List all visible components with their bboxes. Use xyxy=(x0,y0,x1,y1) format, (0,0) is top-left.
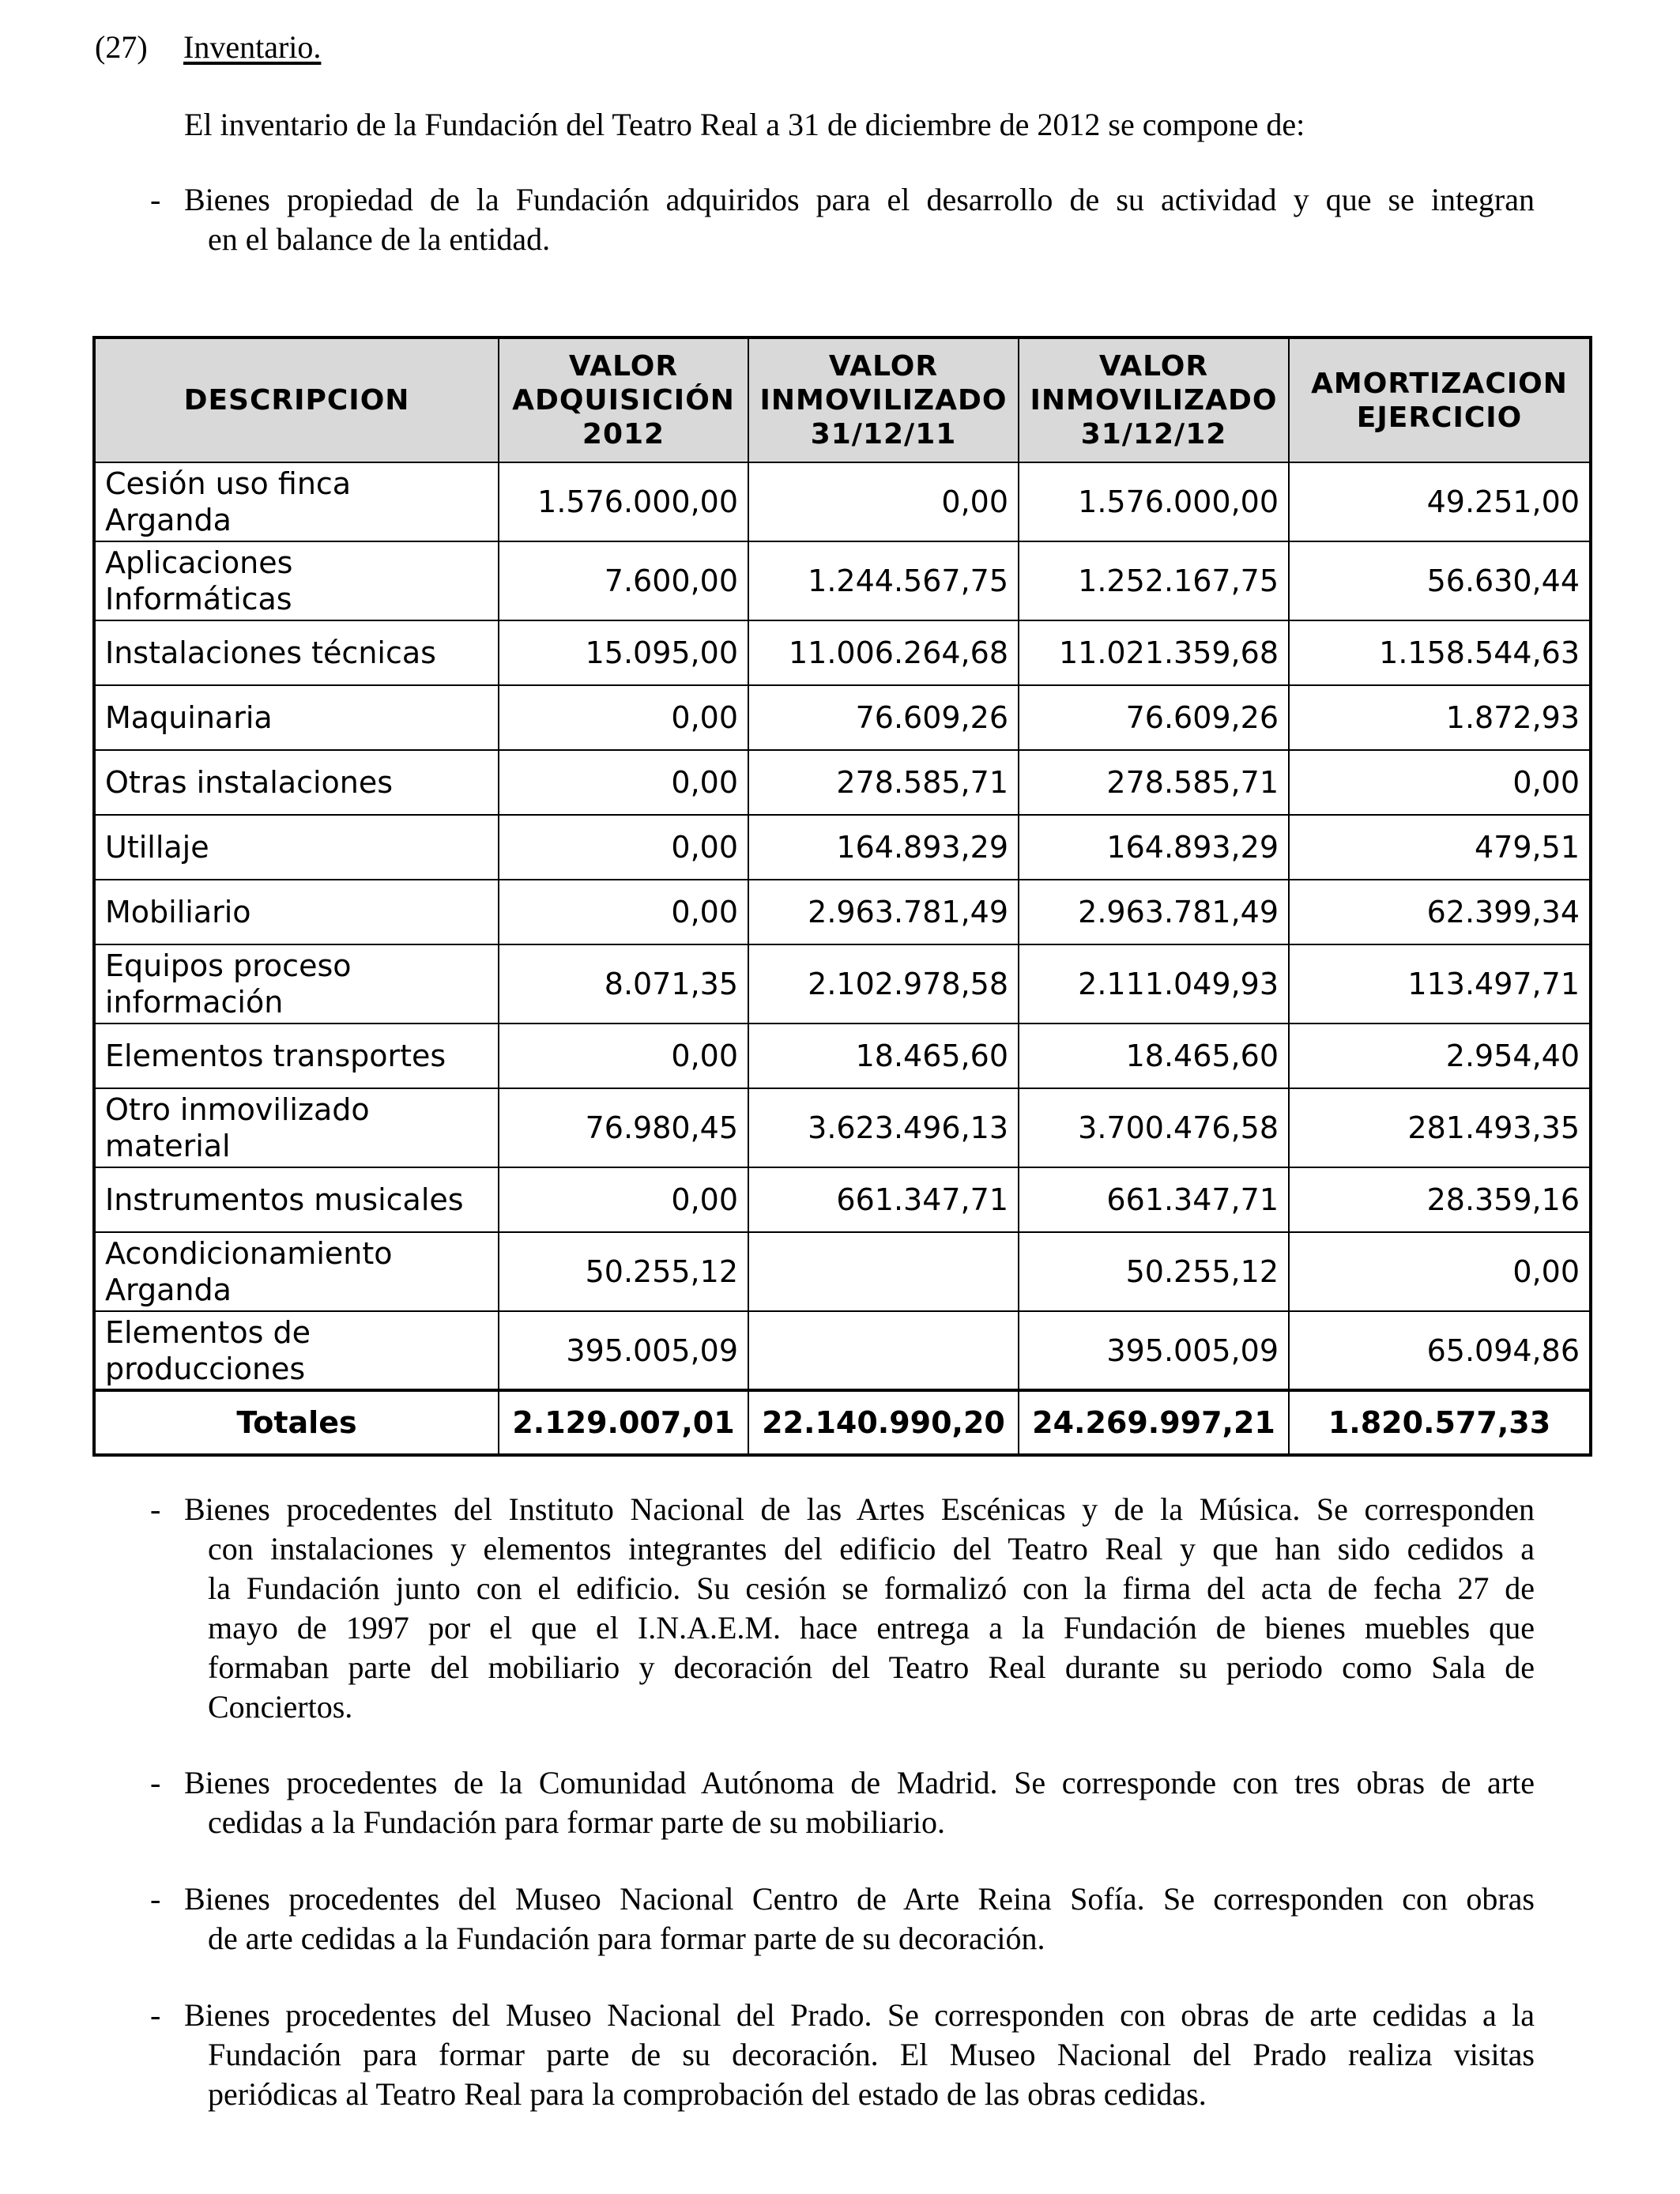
bullet-line: en el balance de la entidad. xyxy=(208,221,551,257)
cell-inmovilizado-2011: 2.102.978,58 xyxy=(748,944,1019,1023)
cell-inmovilizado-2012: 661.347,71 xyxy=(1019,1167,1289,1232)
header-valor-adquisicion: VALOR ADQUISICIÓN 2012 xyxy=(499,337,748,462)
cell-amortizacion: 281.493,35 xyxy=(1289,1088,1591,1167)
totals-inmovilizado-2012: 24.269.997,21 xyxy=(1019,1390,1289,1455)
descripcion-line: Equipos proceso xyxy=(105,948,352,983)
cell-inmovilizado-2012: 2.963.781,49 xyxy=(1019,880,1289,944)
cell-descripcion xyxy=(94,462,499,541)
bullet-prado xyxy=(150,1996,1535,2114)
bullet-line: Conciertos. xyxy=(208,1689,353,1725)
cell-inmovilizado-2012: 11.021.359,68 xyxy=(1019,620,1289,685)
cell-inmovilizado-2011: 164.893,29 xyxy=(748,815,1019,880)
section-number: (27) xyxy=(95,29,148,65)
cell-descripcion xyxy=(94,815,499,880)
cell-inmovilizado-2011: 3.623.496,13 xyxy=(748,1088,1019,1167)
table-row xyxy=(94,880,1591,944)
table-row xyxy=(94,1023,1591,1088)
cell-inmovilizado-2012: 164.893,29 xyxy=(1019,815,1289,880)
cell-descripcion xyxy=(94,1232,499,1311)
table-row xyxy=(94,620,1591,685)
cell-inmovilizado-2012: 395.005,09 xyxy=(1019,1311,1289,1390)
descripcion-line: Aplicaciones xyxy=(105,545,293,580)
cell-inmovilizado-2011 xyxy=(748,1232,1019,1311)
cell-valor-adquisicion: 0,00 xyxy=(499,815,748,880)
bullet-reina-sofia xyxy=(150,1879,1535,1958)
cell-valor-adquisicion: 1.576.000,00 xyxy=(499,462,748,541)
table-header-row xyxy=(94,337,1591,462)
cell-descripcion xyxy=(94,944,499,1023)
cell-descripcion xyxy=(94,1088,499,1167)
cell-descripcion xyxy=(94,880,499,944)
cell-valor-adquisicion: 15.095,00 xyxy=(499,620,748,685)
descripcion-line: Maquinaria xyxy=(105,700,273,735)
inventory-table xyxy=(92,336,1592,1457)
descripcion-line: material xyxy=(105,1129,231,1163)
descripcion-line: Instrumentos musicales xyxy=(105,1182,464,1217)
cell-inmovilizado-2012: 50.255,12 xyxy=(1019,1232,1289,1311)
descripcion-line: información xyxy=(105,985,284,1020)
cell-inmovilizado-2011: 18.465,60 xyxy=(748,1023,1019,1088)
totals-label: Totales xyxy=(94,1390,499,1455)
section-heading xyxy=(95,25,321,70)
bullet-dash: - xyxy=(150,1765,161,1800)
bullet-line: Bienes procedentes del Museo Nacional del Prado. Se corresponden con obras de arte cedidas a la xyxy=(184,1997,1535,2033)
header-valor-inmovilizado-2012: VALOR INMOVILIZADO 31/12/12 xyxy=(1019,337,1289,462)
bullet-line: mayo de 1997 por el que el I.N.A.E.M. hace entrega a la Fundación de bienes muebles que xyxy=(208,1610,1535,1646)
cell-amortizacion: 56.630,44 xyxy=(1289,541,1591,620)
bullet-dash: - xyxy=(150,1881,161,1917)
cell-descripcion xyxy=(94,685,499,750)
cell-descripcion xyxy=(94,1167,499,1232)
cell-amortizacion: 479,51 xyxy=(1289,815,1591,880)
cell-inmovilizado-2011: 11.006.264,68 xyxy=(748,620,1019,685)
cell-inmovilizado-2011: 278.585,71 xyxy=(748,750,1019,815)
cell-inmovilizado-2011 xyxy=(748,1311,1019,1390)
descripcion-line: Elementos transportes xyxy=(105,1039,446,1073)
cell-valor-adquisicion: 7.600,00 xyxy=(499,541,748,620)
cell-inmovilizado-2011: 661.347,71 xyxy=(748,1167,1019,1232)
descripcion-line: Cesión uso finca xyxy=(105,466,352,501)
descripcion-line: Utillaje xyxy=(105,830,209,865)
bullet-line: Bienes procedentes del Instituto Nacional de las Artes Escénicas y de la Música. Se corresponden xyxy=(184,1491,1535,1527)
cell-valor-adquisicion: 76.980,45 xyxy=(499,1088,748,1167)
cell-valor-adquisicion: 395.005,09 xyxy=(499,1311,748,1390)
cell-amortizacion: 1.872,93 xyxy=(1289,685,1591,750)
descripcion-line: Acondicionamiento xyxy=(105,1236,393,1271)
totals-adquisicion: 2.129.007,01 xyxy=(499,1390,748,1455)
descripcion-line: Otro inmovilizado xyxy=(105,1092,370,1127)
cell-descripcion xyxy=(94,541,499,620)
cell-valor-adquisicion: 50.255,12 xyxy=(499,1232,748,1311)
cell-amortizacion: 49.251,00 xyxy=(1289,462,1591,541)
cell-inmovilizado-2012: 1.576.000,00 xyxy=(1019,462,1289,541)
cell-valor-adquisicion: 0,00 xyxy=(499,880,748,944)
table-row xyxy=(94,685,1591,750)
intro-paragraph: El inventario de la Fundación del Teatro Real a 31 de diciembre de 2012 se compone de: xyxy=(184,107,1305,142)
totals-row xyxy=(94,1390,1591,1455)
cell-amortizacion: 62.399,34 xyxy=(1289,880,1591,944)
bullet-line: con instalaciones y elementos integrantes del edificio del Teatro Real y que han sido cedidos a xyxy=(208,1531,1535,1566)
descripcion-line: Informáticas xyxy=(105,582,292,616)
cell-valor-adquisicion: 0,00 xyxy=(499,750,748,815)
cell-amortizacion: 0,00 xyxy=(1289,750,1591,815)
cell-amortizacion: 28.359,16 xyxy=(1289,1167,1591,1232)
bullet-line: cedidas a la Fundación para formar parte de su mobiliario. xyxy=(208,1804,945,1840)
cell-descripcion xyxy=(94,1311,499,1390)
descripcion-line: Otras instalaciones xyxy=(105,765,394,800)
table-row xyxy=(94,541,1591,620)
cell-amortizacion: 0,00 xyxy=(1289,1232,1591,1311)
table-row xyxy=(94,1232,1591,1311)
cell-inmovilizado-2011: 1.244.567,75 xyxy=(748,541,1019,620)
table-row xyxy=(94,1311,1591,1390)
totals-inmovilizado-2011: 22.140.990,20 xyxy=(748,1390,1019,1455)
cell-descripcion xyxy=(94,620,499,685)
cell-valor-adquisicion: 8.071,35 xyxy=(499,944,748,1023)
bullet-line: de arte cedidas a la Fundación para formar parte de su decoración. xyxy=(208,1921,1045,1956)
cell-inmovilizado-2012: 18.465,60 xyxy=(1019,1023,1289,1088)
bullet-line: formaban parte del mobiliario y decoración del Teatro Real durante su periodo como Sala de xyxy=(208,1649,1535,1685)
table-row xyxy=(94,1167,1591,1232)
descripcion-line: Mobiliario xyxy=(105,895,251,929)
bullet-dash: - xyxy=(150,1491,161,1527)
descripcion-line: Elementos de xyxy=(105,1314,311,1350)
cell-inmovilizado-2011: 0,00 xyxy=(748,462,1019,541)
descripcion-line: Instalaciones técnicas xyxy=(105,635,436,670)
table-row xyxy=(94,750,1591,815)
bullet-dash: - xyxy=(150,1997,161,2033)
cell-valor-adquisicion: 0,00 xyxy=(499,685,748,750)
cell-inmovilizado-2012: 76.609,26 xyxy=(1019,685,1289,750)
cell-amortizacion: 65.094,86 xyxy=(1289,1311,1591,1390)
cell-valor-adquisicion: 0,00 xyxy=(499,1023,748,1088)
cell-valor-adquisicion: 0,00 xyxy=(499,1167,748,1232)
descripcion-line: Arganda xyxy=(105,503,232,537)
cell-inmovilizado-2011: 2.963.781,49 xyxy=(748,880,1019,944)
bullet-dash: - xyxy=(150,182,161,217)
bullet-comunidad-madrid xyxy=(150,1763,1535,1842)
bullet-line: Bienes procedentes del Museo Nacional Centro de Arte Reina Sofía. Se corresponden con obras xyxy=(184,1881,1535,1917)
bullet-inaem xyxy=(150,1490,1535,1727)
cell-inmovilizado-2012: 1.252.167,75 xyxy=(1019,541,1289,620)
table-row xyxy=(94,462,1591,541)
bullet-line: Fundación para formar parte de su decoración. El Museo Nacional del Prado realiza visitas xyxy=(208,2037,1535,2072)
bullet-line: periódicas al Teatro Real para la comprobación del estado de las obras cedidas. xyxy=(208,2076,1207,2112)
cell-inmovilizado-2012: 3.700.476,58 xyxy=(1019,1088,1289,1167)
bullet-line: Bienes procedentes de la Comunidad Autónoma de Madrid. Se corresponde con tres obras de arte xyxy=(184,1765,1535,1800)
descripcion-line: producciones xyxy=(105,1351,306,1386)
cell-inmovilizado-2012: 2.111.049,93 xyxy=(1019,944,1289,1023)
table-row xyxy=(94,1088,1591,1167)
section-title: Inventario. xyxy=(183,29,322,65)
header-valor-inmovilizado-2011: VALOR INMOVILIZADO 31/12/11 xyxy=(748,337,1019,462)
descripcion-line: Arganda xyxy=(105,1272,232,1307)
table-row xyxy=(94,944,1591,1023)
cell-amortizacion: 1.158.544,63 xyxy=(1289,620,1591,685)
cell-descripcion xyxy=(94,1023,499,1088)
header-descripcion: DESCRIPCION xyxy=(94,337,499,462)
totals-amortizacion: 1.820.577,33 xyxy=(1289,1390,1591,1455)
header-amortizacion: AMORTIZACION EJERCICIO xyxy=(1289,337,1591,462)
cell-inmovilizado-2012: 278.585,71 xyxy=(1019,750,1289,815)
bullet-own-assets xyxy=(150,180,1535,259)
bullet-line: la Fundación junto con el edificio. Su cesión se formalizó con la firma del acta de fecha 27 de xyxy=(208,1570,1535,1606)
cell-inmovilizado-2011: 76.609,26 xyxy=(748,685,1019,750)
cell-amortizacion: 2.954,40 xyxy=(1289,1023,1591,1088)
cell-amortizacion: 113.497,71 xyxy=(1289,944,1591,1023)
table-row xyxy=(94,815,1591,880)
bullet-line: Bienes propiedad de la Fundación adquiridos para el desarrollo de su actividad y que se integran xyxy=(184,182,1535,217)
cell-descripcion xyxy=(94,750,499,815)
